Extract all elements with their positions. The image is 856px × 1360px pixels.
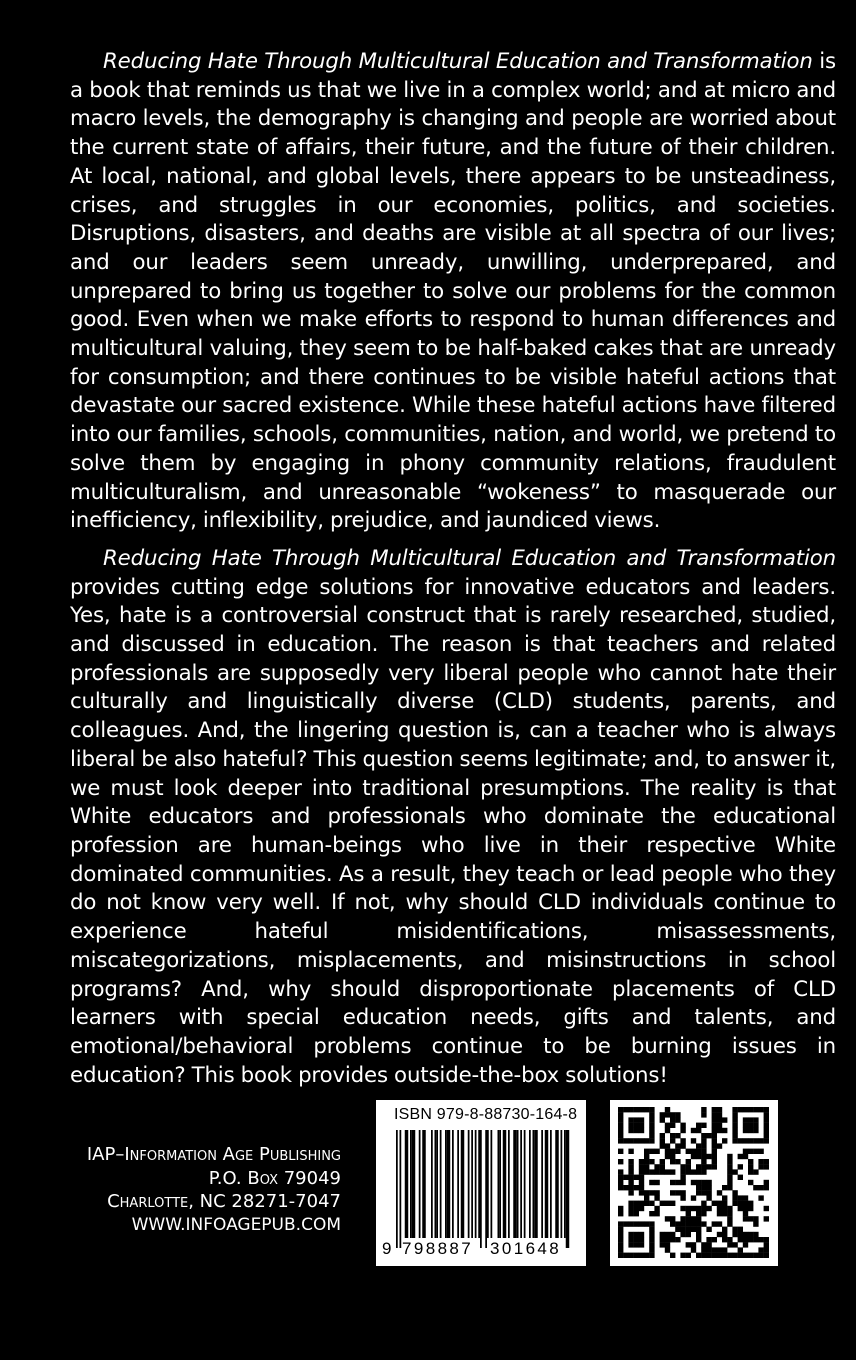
publisher-name: IAP–Information Age Publishing — [86, 1144, 341, 1165]
isbn-label: ISBN 979-8-88730-164-8 — [394, 1106, 578, 1123]
book-title: Reducing Hate Through Multicultural Education and Transformation — [103, 49, 813, 74]
publisher-address — [1, 1143, 341, 1237]
blurb-paragraph-1 — [70, 48, 836, 536]
barcode-digits-right: 301648 — [490, 1239, 562, 1258]
isbn-barcode — [376, 1100, 586, 1266]
publisher-city: Charlotte, NC 28271-7047 — [107, 1191, 341, 1212]
qr-code — [610, 1100, 778, 1266]
back-cover-blurb — [70, 48, 836, 1090]
qr-code-icon — [610, 1100, 778, 1266]
publisher-po-box: P.O. Box 79049 — [208, 1167, 341, 1189]
publisher-url[interactable]: WWW.INFOAGEPUB.COM — [131, 1214, 341, 1235]
book-title: Reducing Hate Through Multicultural Education and Transformation — [103, 545, 836, 571]
blurb-text: is a book that reminds us that we live in a complex world; and at micro and macro levels, the demography is changing and people are worried about the current state of affairs, their future, and the future of their children. At local, national, and global levels, there appears to be unsteadiness, crises, and struggles in our economies, politics, and societies. Disruptions, disasters, and deaths are visible at all spectra of our lives; and our leaders seem unready, unwilling, underprepared, and unprepared to bring us together to solve our problems for the common good. Even when we make efforts to respond to human differences and multicultural valuing, they seem to be half-baked cakes that are unready for consumption; and there continues to be visible hateful actions that devastate our sacred existence. While these hateful actions have filtered into our families, schools, communities, nation, and world, we pretend to solve them by engaging in phony community relations, fraudulent multiculturalism, and unreasonable “wokeness” to masquerade our inefficiency, inflexibility, prejudice, and jaundiced views. — [70, 49, 836, 534]
barcode-digits-left: 798887 — [402, 1239, 474, 1258]
blurb-paragraph-2 — [70, 545, 836, 1090]
barcode-digit-first: 9 — [382, 1239, 392, 1258]
blurb-text: provides cutting edge solutions for innovative educators and leaders. Yes, hate is a controversial construct that is rarely researched, studied, and discussed in education. The reason is that teachers and related professionals are supposedly very liberal people who cannot hate their culturally and linguistically diverse (CLD) students, parents, and colleagues. And, the lingering question is, can a teacher who is always liberal be also hateful? This question seems legitimate; and, to answer it, we must look deeper into traditional presumptions. The reality is that White educators and professionals who dominate the educational profession are human-beings who live in their respective White dominated communities. As a result, they teach or lead people who they do not know very well. If not, why should CLD individuals continue to experience hateful misidentifications, misassessments, miscategorizations, misplacements, and misinstructions in school programs? And, why should disproportionate placements of CLD learners with special education needs, gifts and talents, and emotional/behavioral problems continue to be burning issues in education? This book provides outside-the-box solutions! — [70, 574, 836, 1088]
